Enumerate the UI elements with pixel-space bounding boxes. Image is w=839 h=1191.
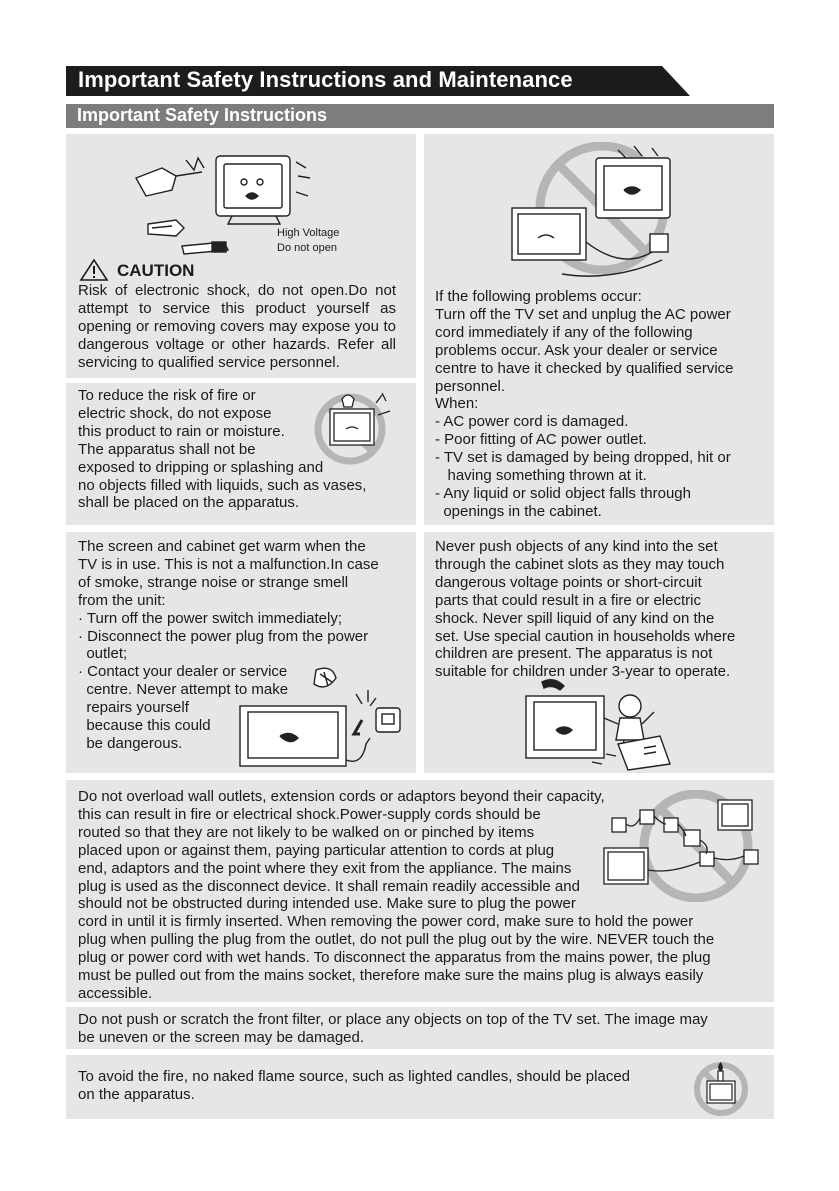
children-text: Never push objects of any kind into the set through the cabinet slots as they may touch dangerous voltage points or short-circuit parts that could result in a fire or electric shock. Never spill liquid of any kind on the set. Use special caution in households where children are present. The apparatus is not suitable for children under 3-year to operate. bbox=[435, 538, 736, 681]
high-voltage-label: High Voltage bbox=[277, 227, 340, 239]
warning-triangle-icon bbox=[79, 258, 109, 282]
children-box bbox=[424, 532, 774, 773]
problems-text: If the following problems occur: Turn off the TV set and unplug the AC power cord immediately if any of the following problems occur. Ask your dealer or service centre to have it checked by qualified service personnel. When: - AC power cord is damaged. - Poor fitting of AC power outlet. - TV set is damaged by being dropped, hit or having something thrown at it. - Any liquid or solid object falls through openings in the cabinet. bbox=[435, 288, 734, 520]
warm-cabinet-box bbox=[66, 532, 416, 773]
caution-box bbox=[66, 134, 416, 378]
overload-text: Do not overload wall outlets, extension cords or adaptors beyond their capacity, this can result in fire or electrical shock.Power-supply cords should be routed so that they are not likely to be walked on or pinched by items placed upon or against them, paying particular attention to cords at plug end, adaptors and the point where they exit from the appliance. The mains plug is used as the disconnect device. It shall remain readily accessible and should not be obstructed during intended use. Make sure to plug the power cord in until it is firmly inserted. When removing the power cord, make sure to hold the power plug when pulling the plug from the outlet, do not pull the plug out by the wire. NEVER touch the plug or power cord with wet hands. To disconnect the apparatus from the mains power, the plug must be pulled out from the mains socket, therefore make sure the mains plug is always easily accessible. bbox=[78, 788, 715, 1002]
do-not-open-label: Do not open bbox=[277, 242, 337, 254]
section-title-banner bbox=[66, 66, 690, 96]
unplug-tv-illustration bbox=[502, 142, 732, 282]
caution-heading: CAUTION bbox=[117, 261, 195, 280]
candle-tv-illustration bbox=[692, 1059, 750, 1117]
moisture-box bbox=[66, 383, 416, 525]
overload-box bbox=[66, 780, 774, 1002]
naked-flame-text: To avoid the fire, no naked flame source, such as lighted candles, should be placed on the apparatus. bbox=[78, 1068, 631, 1103]
front-filter-text: Do not push or scratch the front filter, or place any objects on top of the TV set. The image may be uneven or the screen may be damaged. bbox=[78, 1011, 708, 1046]
front-filter-box bbox=[66, 1007, 774, 1049]
subsection-title: Important Safety Instructions bbox=[77, 105, 328, 125]
subsection-title-bar bbox=[66, 104, 774, 128]
caution-text: Risk of electronic shock, do not open.Do not attempt to service this product yourself as opening or removing covers may expose you to dangerous voltage or other hazards. Refer all servicing to qualified service personnel. bbox=[78, 282, 396, 371]
moisture-text: To reduce the risk of fire or electric shock, do not expose this product to rain or moisture. The apparatus shall not be exposed to dripping or splashing and no objects filled with liquids, such as vases, shall be placed on the apparatus. bbox=[78, 387, 367, 512]
page-title: Important Safety Instructions and Maintenance bbox=[78, 67, 573, 92]
warm-cabinet-text: The screen and cabinet get warm when the TV is in use. This is not a malfunction.In case of smoke, strange noise or strange smell from the unit: · Turn off the power switch immediately; · Disconnect the power plug from the power outlet; · Contact your dealer or service centre. Never attempt to make repairs yourself because this could be dangerous. bbox=[78, 538, 379, 752]
naked-flame-box bbox=[66, 1055, 774, 1119]
problems-box bbox=[424, 134, 774, 525]
child-tv-illustration bbox=[520, 678, 680, 772]
